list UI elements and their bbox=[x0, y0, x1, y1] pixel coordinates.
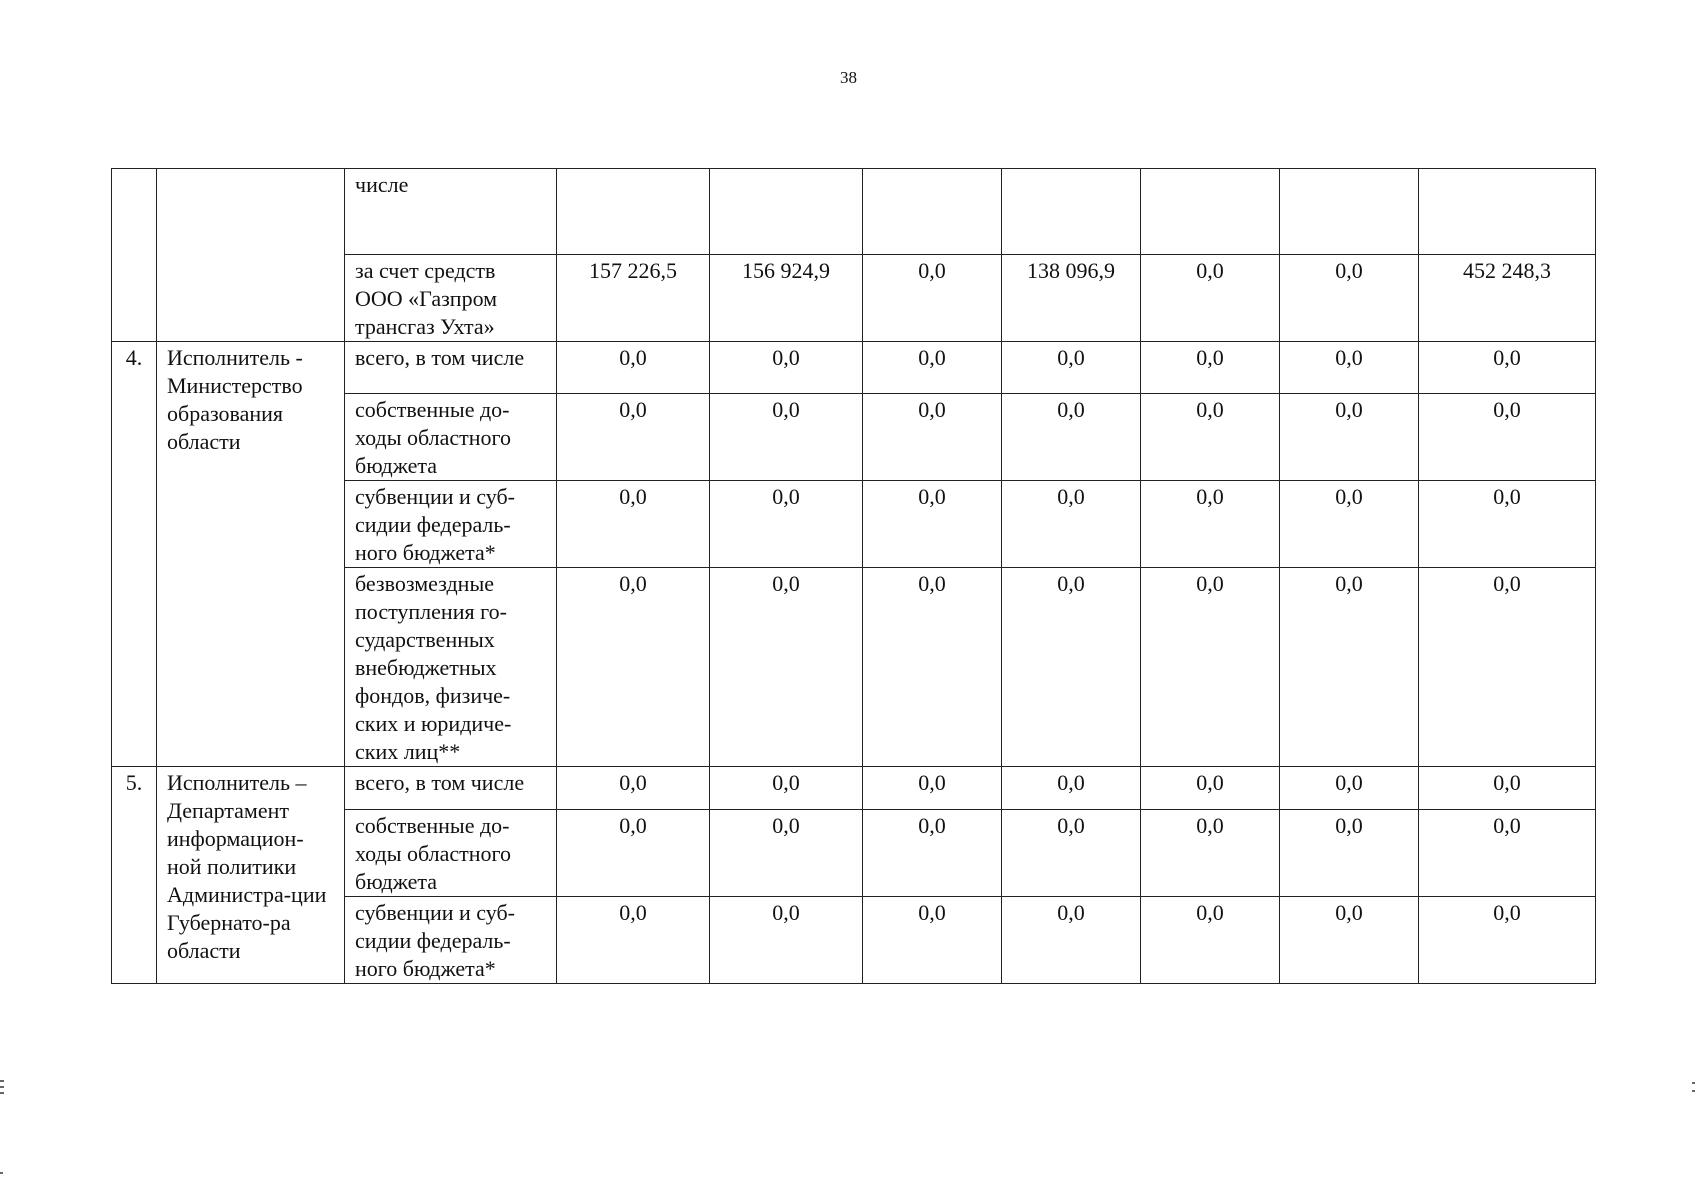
funding-source: числе bbox=[345, 169, 557, 255]
scan-mark bbox=[0, 1172, 3, 1174]
page-number: 38 bbox=[840, 68, 857, 87]
value-cell: 0,0 bbox=[1002, 810, 1141, 897]
value-cell: 0,0 bbox=[863, 810, 1002, 897]
value-cell: 0,0 bbox=[1141, 810, 1280, 897]
value-cell bbox=[710, 169, 863, 255]
value-cell: 0,0 bbox=[557, 897, 710, 984]
value-cell: 0,0 bbox=[557, 810, 710, 897]
table-row bbox=[112, 767, 1596, 810]
value-cell: 0,0 bbox=[1002, 394, 1141, 481]
row-index: 4. bbox=[112, 342, 157, 767]
value-cell: 0,0 bbox=[863, 568, 1002, 767]
value-cell: 0,0 bbox=[557, 481, 710, 568]
value-cell: 0,0 bbox=[863, 342, 1002, 394]
value-cell: 0,0 bbox=[1141, 342, 1280, 394]
value-cell: 0,0 bbox=[1002, 568, 1141, 767]
value-cell: 0,0 bbox=[710, 568, 863, 767]
value-cell: 0,0 bbox=[1419, 342, 1596, 394]
value-cell: 0,0 bbox=[1141, 767, 1280, 810]
value-cell: 0,0 bbox=[863, 481, 1002, 568]
row-index: 5. bbox=[112, 767, 157, 984]
funding-source: субвенции и суб-сидии федераль-ного бюджета* bbox=[345, 897, 557, 984]
value-cell: 0,0 bbox=[710, 897, 863, 984]
value-cell: 0,0 bbox=[863, 255, 1002, 342]
row-index bbox=[112, 169, 157, 342]
value-cell: 0,0 bbox=[1280, 481, 1419, 568]
executor-cell: Исполнитель – Департамент информацион-ной политики Администра-ции Губернато-ра области bbox=[157, 767, 345, 984]
value-cell: 452 248,3 bbox=[1419, 255, 1596, 342]
funding-source: субвенции и суб-сидии федераль-ного бюджета* bbox=[345, 481, 557, 568]
value-cell: 0,0 bbox=[1141, 394, 1280, 481]
value-cell: 0,0 bbox=[1141, 897, 1280, 984]
funding-source: собственные до-ходы областного бюджета bbox=[345, 394, 557, 481]
value-cell: 0,0 bbox=[1419, 481, 1596, 568]
executor-cell bbox=[157, 169, 345, 342]
funding-source: всего, в том числе bbox=[345, 767, 557, 810]
scan-mark bbox=[0, 1086, 4, 1088]
value-cell bbox=[1280, 169, 1419, 255]
value-cell: 0,0 bbox=[710, 810, 863, 897]
funding-source: за счет средств ООО «Газпром трансгаз Ухта» bbox=[345, 255, 557, 342]
value-cell: 0,0 bbox=[710, 394, 863, 481]
value-cell: 0,0 bbox=[1280, 394, 1419, 481]
value-cell: 0,0 bbox=[1280, 767, 1419, 810]
value-cell: 0,0 bbox=[557, 767, 710, 810]
value-cell bbox=[557, 169, 710, 255]
value-cell: 0,0 bbox=[1141, 481, 1280, 568]
value-cell bbox=[1002, 169, 1141, 255]
value-cell: 0,0 bbox=[1419, 568, 1596, 767]
value-cell: 138 096,9 bbox=[1002, 255, 1141, 342]
value-cell: 0,0 bbox=[557, 568, 710, 767]
funding-source: собственные до-ходы областного бюджета bbox=[345, 810, 557, 897]
value-cell: 0,0 bbox=[863, 897, 1002, 984]
value-cell: 0,0 bbox=[1002, 342, 1141, 394]
scan-mark bbox=[1692, 1090, 1695, 1092]
value-cell: 0,0 bbox=[1419, 810, 1596, 897]
value-cell: 0,0 bbox=[1280, 568, 1419, 767]
value-cell bbox=[1141, 169, 1280, 255]
value-cell: 0,0 bbox=[1280, 255, 1419, 342]
executor-cell: Исполнитель - Министерство образования области bbox=[157, 342, 345, 767]
scan-mark bbox=[0, 1080, 4, 1082]
value-cell: 0,0 bbox=[1002, 897, 1141, 984]
value-cell: 0,0 bbox=[1141, 255, 1280, 342]
scan-mark bbox=[0, 1092, 4, 1094]
value-cell: 0,0 bbox=[710, 342, 863, 394]
value-cell: 0,0 bbox=[1280, 342, 1419, 394]
value-cell: 0,0 bbox=[710, 767, 863, 810]
value-cell: 157 226,5 bbox=[557, 255, 710, 342]
value-cell: 0,0 bbox=[863, 767, 1002, 810]
value-cell: 0,0 bbox=[1002, 767, 1141, 810]
table-row bbox=[112, 169, 1596, 255]
funding-source: всего, в том числе bbox=[345, 342, 557, 394]
funding-source: безвозмездные поступления го-сударственных внебюджетных фондов, физиче-ских и юридиче-ских лиц** bbox=[345, 568, 557, 767]
value-cell bbox=[1419, 169, 1596, 255]
value-cell: 0,0 bbox=[557, 394, 710, 481]
value-cell: 0,0 bbox=[1419, 767, 1596, 810]
table-row bbox=[112, 342, 1596, 394]
value-cell: 156 924,9 bbox=[710, 255, 863, 342]
value-cell: 0,0 bbox=[1280, 897, 1419, 984]
value-cell: 0,0 bbox=[1419, 394, 1596, 481]
budget-table bbox=[111, 168, 1596, 984]
value-cell: 0,0 bbox=[710, 481, 863, 568]
value-cell: 0,0 bbox=[1002, 481, 1141, 568]
value-cell: 0,0 bbox=[1280, 810, 1419, 897]
value-cell bbox=[863, 169, 1002, 255]
scan-mark bbox=[1692, 1082, 1695, 1084]
value-cell: 0,0 bbox=[863, 394, 1002, 481]
value-cell: 0,0 bbox=[1141, 568, 1280, 767]
value-cell: 0,0 bbox=[1419, 897, 1596, 984]
value-cell: 0,0 bbox=[557, 342, 710, 394]
